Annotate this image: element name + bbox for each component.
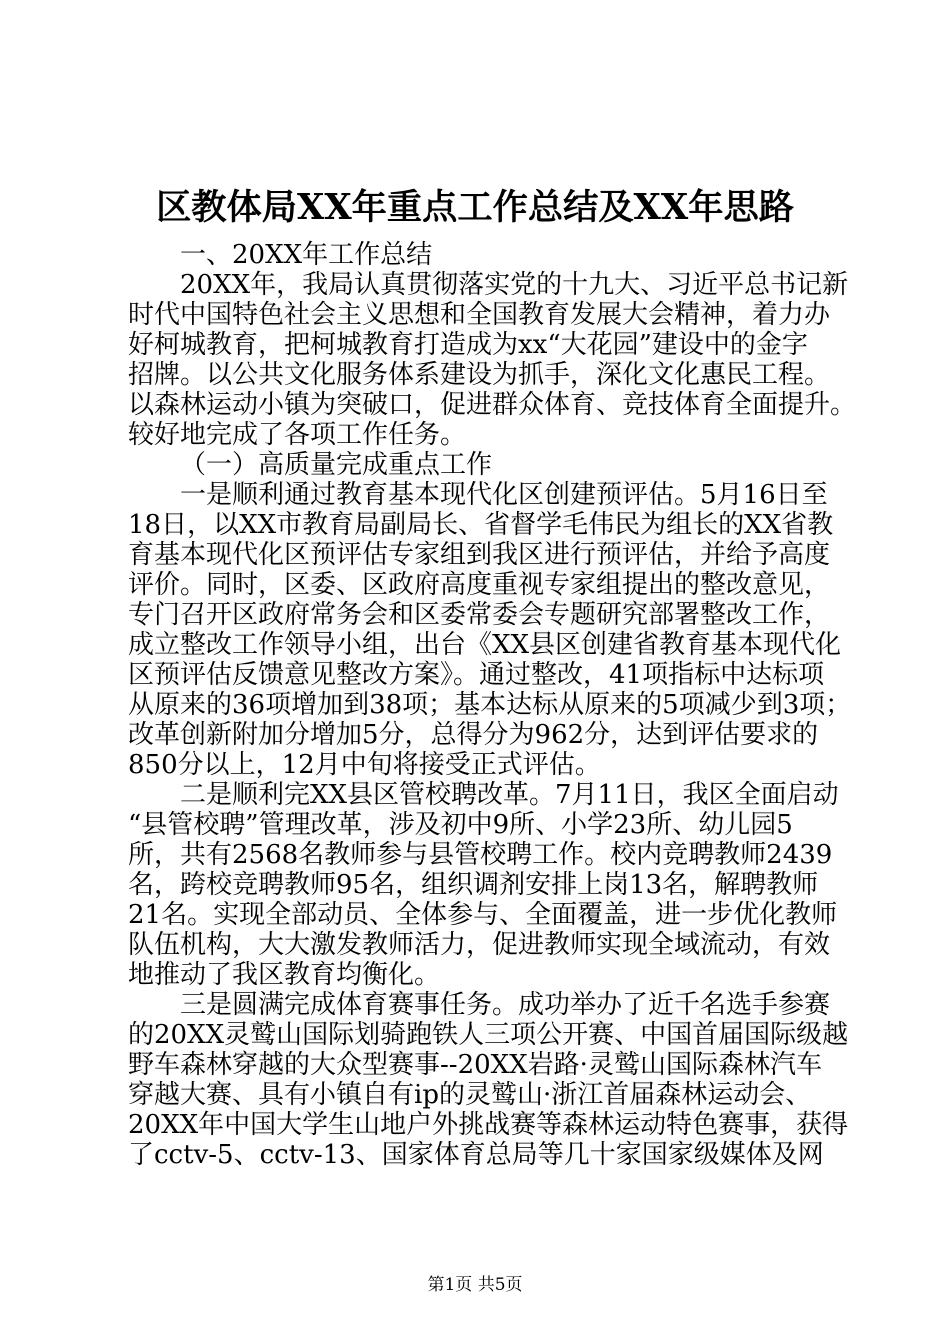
body-line: 队伍机构，大大激发教师活力，促进教师实现全域流动，有效 xyxy=(128,930,831,960)
body-line: 穿越大赛、具有小镇自有ip的灵鹫山·浙江首届森林运动会、 xyxy=(128,1080,812,1110)
body-line: 20XX年，我局认真贯彻落实党的十九大、习近平总书记新 xyxy=(180,270,849,300)
subsection-heading: （一）高质量完成重点工作 xyxy=(180,450,493,480)
body-line: 三是圆满完成体育赛事任务。成功举办了近千名选手参赛 xyxy=(180,990,831,1020)
body-line: 以森林运动小镇为突破口，促进群众体育、竞技体育全面提升。 xyxy=(128,390,857,420)
body-line: 好柯城教育，把柯城教育打造成为xx“大花园”建设中的金字 xyxy=(128,330,808,360)
body-line: 名，跨校竞聘教师95名，组织调剂安排上岗13名，解聘教师 xyxy=(128,870,819,900)
body-line: 所，共有2568名教师参与县管校聘工作。校内竞聘教师2439 xyxy=(128,840,833,870)
section-heading: 一、20XX年工作总结 xyxy=(180,240,433,270)
body-line: 招牌。以公共文化服务体系建设为抓手，深化文化惠民工程。 xyxy=(128,360,831,390)
body-line: 区预评估反馈意见整改方案》。通过整改，41项指标中达标项 xyxy=(128,660,825,690)
body-line: 较好地完成了各项工作任务。 xyxy=(128,420,467,450)
body-line: 850分以上，12月中旬将接受正式评估。 xyxy=(128,750,601,780)
body-line: 时代中国特色社会主义思想和全国教育发展大会精神，着力办 xyxy=(128,300,831,330)
body-line: 成立整改工作领导小组，出台《XX县区创建省教育基本现代化 xyxy=(128,630,842,660)
body-line: 21名。实现全部动员、全体参与、全面覆盖，进一步优化教师 xyxy=(128,900,838,930)
body-line: 评价。同时，区委、区政府高度重视专家组提出的整改意见， xyxy=(128,570,831,600)
body-line: 野车森林穿越的大众型赛事--20XX岩路·灵鹫山国际森林汽车 xyxy=(128,1050,822,1080)
body-line: 18日，以XX市教育局副局长、省督学毛伟民为组长的XX省教 xyxy=(128,510,834,540)
body-line: “县管校聘”管理改革，涉及初中9所、小学23所、幼儿园5 xyxy=(128,810,793,840)
body-line: 二是顺利完XX县区管校聘改革。7月11日，我区全面启动 xyxy=(180,780,839,810)
body-line: 从原来的36项增加到38项；基本达标从原来的5项减少到3项； xyxy=(128,690,852,720)
body-line: 了cctv-5、cctv-13、国家体育总局等几十家国家级媒体及网 xyxy=(128,1140,824,1170)
body-line: 地推动了我区教育均衡化。 xyxy=(128,960,441,990)
body-line: 20XX年中国大学生山地户外挑战赛等森林运动特色赛事，获得 xyxy=(128,1110,849,1140)
body-line: 改革创新附加分增加5分，总得分为962分，达到评估要求的 xyxy=(128,720,819,750)
body-line: 的20XX灵鹫山国际划骑跑铁人三项公开赛、中国首届国际级越 xyxy=(128,1020,849,1050)
body-line: 专门召开区政府常务会和区委常委会专题研究部署整改工作， xyxy=(128,600,831,630)
body-line: 一是顺利通过教育基本现代化区创建预评估。5月16日至 xyxy=(180,480,828,510)
document-title: 区教体局XX年重点工作总结及XX年思路 xyxy=(156,187,794,228)
page-number-footer: 第1页 共5页 xyxy=(427,1275,523,1295)
body-line: 育基本现代化区预评估专家组到我区进行预评估，并给予高度 xyxy=(128,540,831,570)
